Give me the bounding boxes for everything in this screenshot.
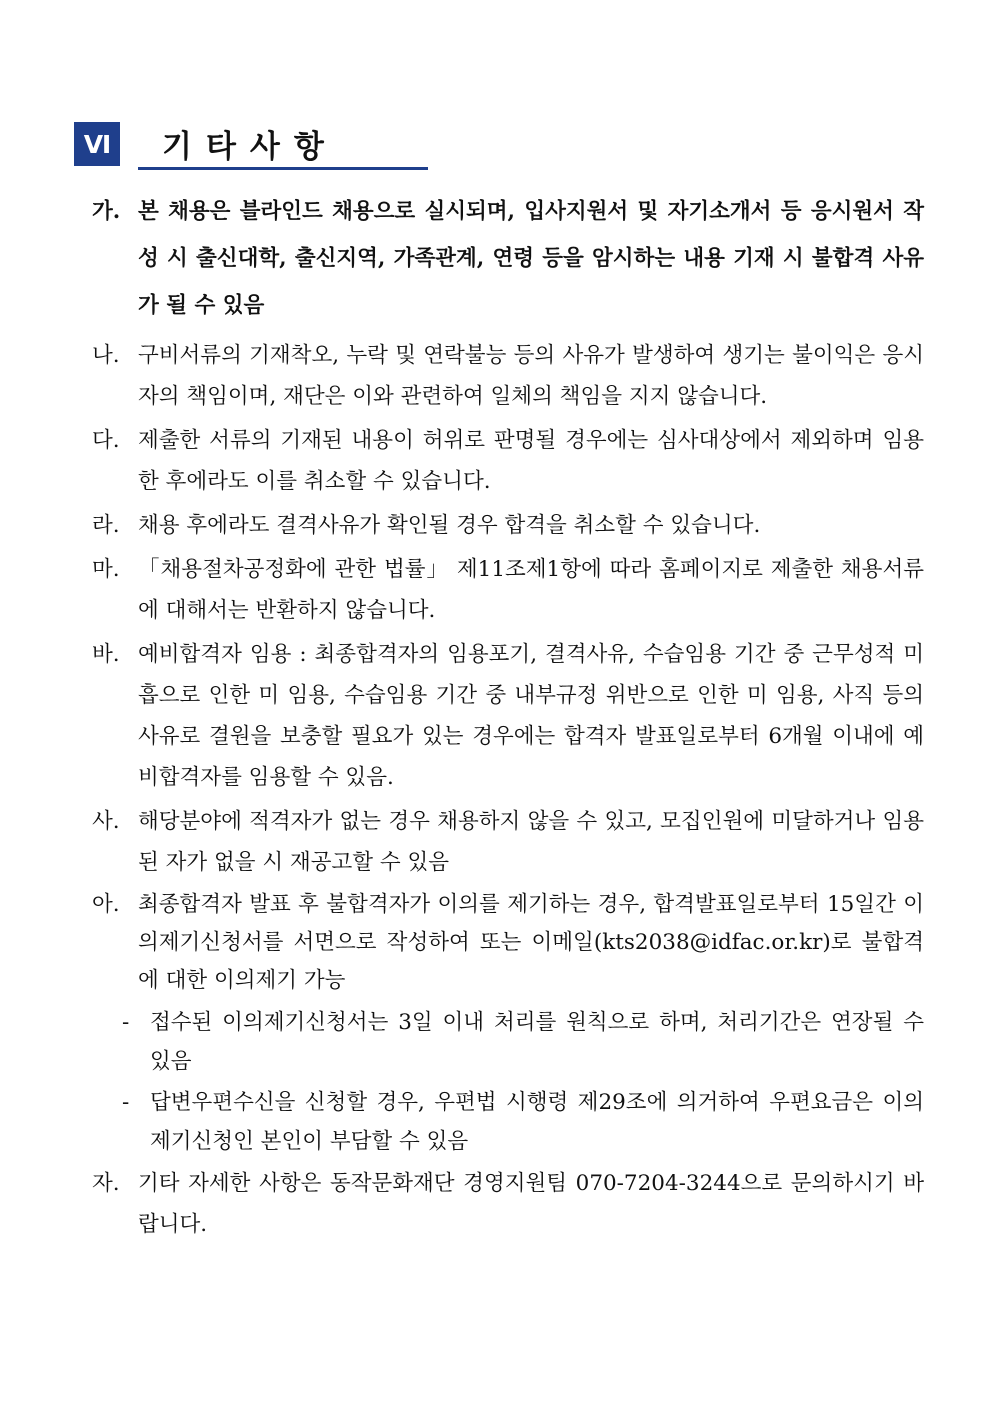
item-text: 구비서류의 기재착오, 누락 및 연락불능 등의 사유가 발생하여 생기는 불이익은 응시자의 책임이며, 재단은 이와 관련하여 일체의 책임을 지지 않습니다. (138, 343, 924, 409)
item-text: 예비합격자 임용 : 최종합격자의 임용포기, 결격사유, 수습임용 기간 중 근무성적 미흡으로 인한 미 임용, 수습임용 기간 중 내부규정 위반으로 인한 미 임용, 사직 등의 사유로 결원을 보충할 필요가 있는 경우에는 합격자 발표일로부터 6개월 이내에 예비합격자를 임용할 수 있음. (138, 642, 924, 790)
title-underline (138, 167, 428, 170)
notice-item-na (92, 335, 924, 417)
notice-item-ga (92, 188, 924, 329)
subitem-dash: - (122, 1090, 130, 1115)
notice-list (92, 188, 924, 1248)
item-text: 본 채용은 블라인드 채용으로 실시되며, 입사지원서 및 자기소개서 등 응시원서 작성 시 출신대학, 출신지역, 가족관계, 연령 등을 암시하는 내용 기재 시 불합격 사유가 될 수 있음 (138, 199, 924, 318)
item-text: 최종합격자 발표 후 불합격자가 이의를 제기하는 경우, 합격발표일로부터 15일간 이의제기신청서를 서면으로 작성하여 또는 이메일(kts2038@idfac.or.kr)로 불합격에 대한 이의제기 가능 (138, 892, 924, 993)
item-marker: 마. (92, 557, 120, 582)
item-marker: 라. (92, 513, 120, 538)
item-marker: 사. (92, 809, 120, 834)
section-header (74, 119, 358, 171)
subitem-dash: - (122, 1010, 130, 1035)
notice-subitem-processing (92, 1003, 924, 1081)
item-text: 「채용절차공정화에 관한 법률」 제11조제1항에 따라 홈페이지로 제출한 채용서류에 대해서는 반환하지 않습니다. (138, 557, 924, 623)
item-text: 제출한 서류의 기재된 내용이 허위로 판명될 경우에는 심사대상에서 제외하며 임용한 후에라도 이를 취소할 수 있습니다. (138, 428, 924, 494)
item-marker: 자. (92, 1171, 120, 1196)
section-title: 기타사항 (162, 129, 338, 165)
item-marker: 바. (92, 642, 120, 667)
item-marker: 아. (92, 892, 120, 917)
item-text: 해당분야에 적격자가 없는 경우 채용하지 않을 수 있고, 모집인원에 미달하거나 임용된 자가 없을 시 재공고할 수 있음 (138, 809, 924, 875)
notice-item-ba (92, 634, 924, 798)
notice-item-ra (92, 505, 924, 546)
notice-item-da (92, 420, 924, 502)
section-number-badge: Ⅵ (74, 122, 120, 166)
item-text: 기타 자세한 사항은 동작문화재단 경영지원팀 070-7204-3244으로 문의하시기 바랍니다. (138, 1171, 924, 1237)
item-text: 채용 후에라도 결격사유가 확인될 경우 합격을 취소할 수 있습니다. (138, 513, 761, 538)
subitem-text: 접수된 이의제기신청서는 3일 이내 처리를 원칙으로 하며, 처리기간은 연장될 수 있음 (150, 1010, 924, 1074)
item-marker: 다. (92, 428, 120, 453)
notice-subitem-postage (92, 1083, 924, 1161)
notice-item-ma (92, 549, 924, 631)
item-marker: 가. (92, 199, 121, 224)
item-marker: 나. (92, 343, 120, 368)
notice-item-a (92, 886, 924, 1000)
subitem-text: 답변우편수신을 신청할 경우, 우편법 시행령 제29조에 의거하여 우편요금은 이의제기신청인 본인이 부담할 수 있음 (150, 1090, 924, 1154)
notice-item-sa (92, 801, 924, 883)
notice-item-ja (92, 1163, 924, 1245)
